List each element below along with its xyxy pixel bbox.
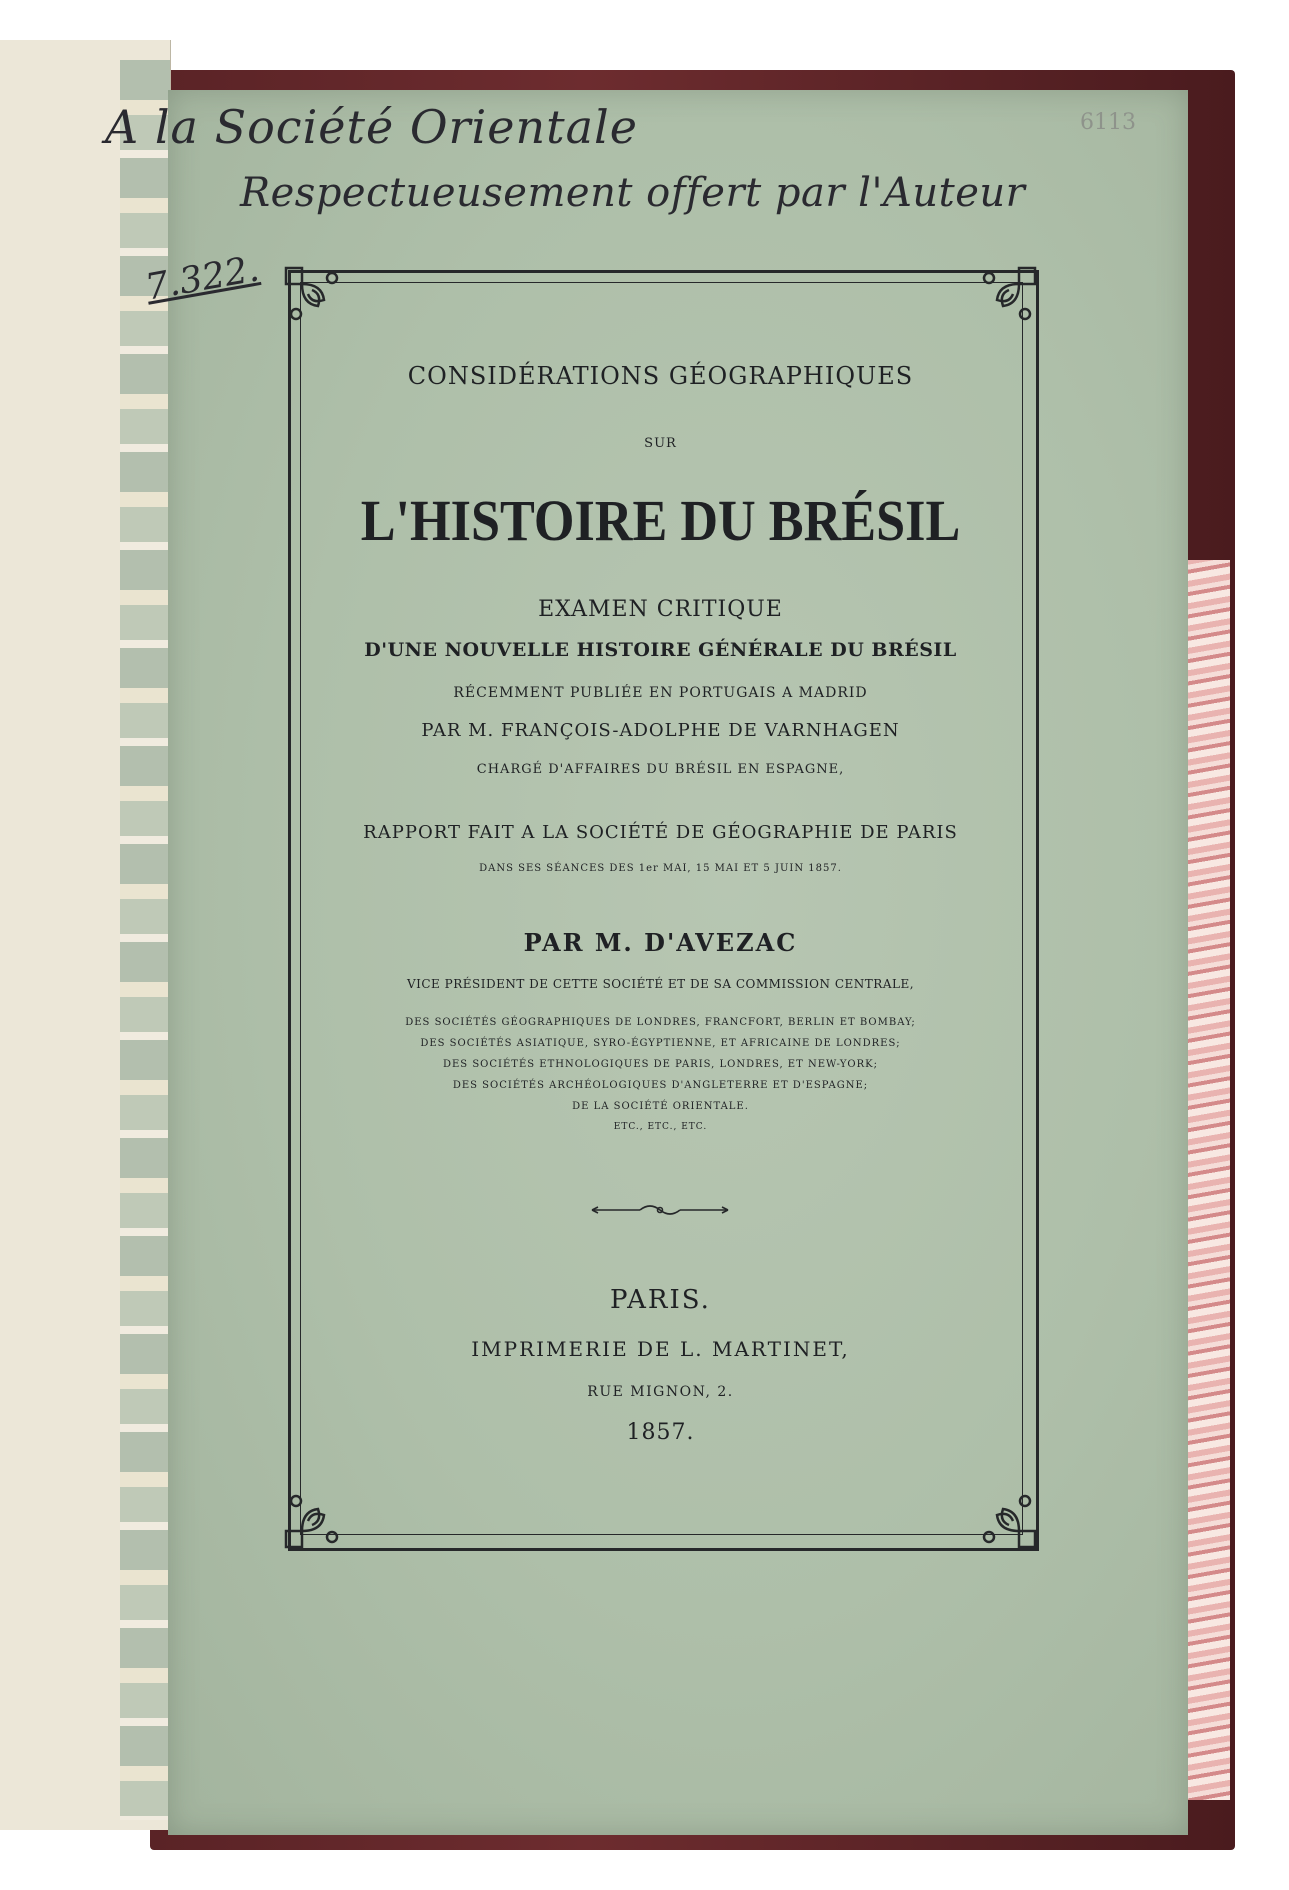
recemment-line: RÉCEMMENT PUBLIÉE EN PORTUGAIS A MADRID: [453, 685, 868, 701]
par-varnhagen-line: PAR M. FRANÇOIS-ADOLPHE DE VARNHAGEN: [421, 720, 900, 741]
charge-line: CHARGÉ D'AFFAIRES DU BRÉSIL EN ESPAGNE,: [476, 762, 845, 777]
main-title: L'HISTOIRE DU BRÉSIL: [360, 488, 961, 553]
ornamental-divider-icon: [590, 1202, 730, 1218]
imprint-year: 1857.: [626, 1420, 695, 1445]
examen-line: EXAMEN CRITIQUE: [538, 597, 783, 622]
rapport-line: RAPPORT FAIT A LA SOCIÉTÉ DE GÉOGRAPHIE DE PARIS: [363, 822, 958, 843]
author-line: PAR M. D'AVEZAC: [523, 928, 798, 957]
imprint-street: RUE MIGNON, 2.: [587, 1384, 734, 1400]
nouvelle-histoire-line: D'UNE NOUVELLE HISTOIRE GÉNÉRALE DU BRÉSIL: [364, 639, 957, 661]
sur-line: SUR: [644, 436, 677, 451]
inscription-dedication: A la Société Orientale: [105, 100, 638, 154]
imprint-printer: IMPRIMERIE DE L. MARTINET,: [471, 1337, 850, 1361]
torn-wrapper-edge: [120, 60, 170, 1820]
shelfmark: 7.322.: [142, 248, 263, 309]
considerations-heading: CONSIDÉRATIONS GÉOGRAPHIQUES: [407, 362, 914, 390]
title-page-text: [300, 282, 1021, 1533]
pencil-note: 6113: [1080, 110, 1136, 135]
societies-line: DES SOCIÉTÉS ETHNOLOGIQUES DE PARIS, LONDRES, ET NEW-YORK;: [442, 1059, 878, 1070]
vice-president-line: VICE PRÉSIDENT DE CETTE SOCIÉTÉ ET DE SA COMMISSION CENTRALE,: [406, 977, 915, 991]
societies-line: DES SOCIÉTÉS GÉOGRAPHIQUES DE LONDRES, FRANCFORT, BERLIN ET BOMBAY;: [405, 1017, 916, 1028]
societies-line: DES SOCIÉTÉS ASIATIQUE, SYRO-ÉGYPTIENNE, ET AFRICAINE DE LONDRES;: [420, 1038, 901, 1049]
imprint-place: PARIS.: [610, 1285, 711, 1315]
inscription-offered: Respectueusement offert par l'Auteur: [240, 170, 1026, 216]
societies-line: DE LA SOCIÉTÉ ORIENTALE.: [572, 1101, 749, 1112]
seances-line: DANS SES SÉANCES DES 1er MAI, 15 MAI ET 5 JUIN 1857.: [479, 863, 842, 874]
societies-line: ETC., ETC., ETC.: [613, 1122, 708, 1132]
societies-line: DES SOCIÉTÉS ARCHÉOLOGIQUES D'ANGLETERRE ET D'ESPAGNE;: [452, 1080, 869, 1091]
